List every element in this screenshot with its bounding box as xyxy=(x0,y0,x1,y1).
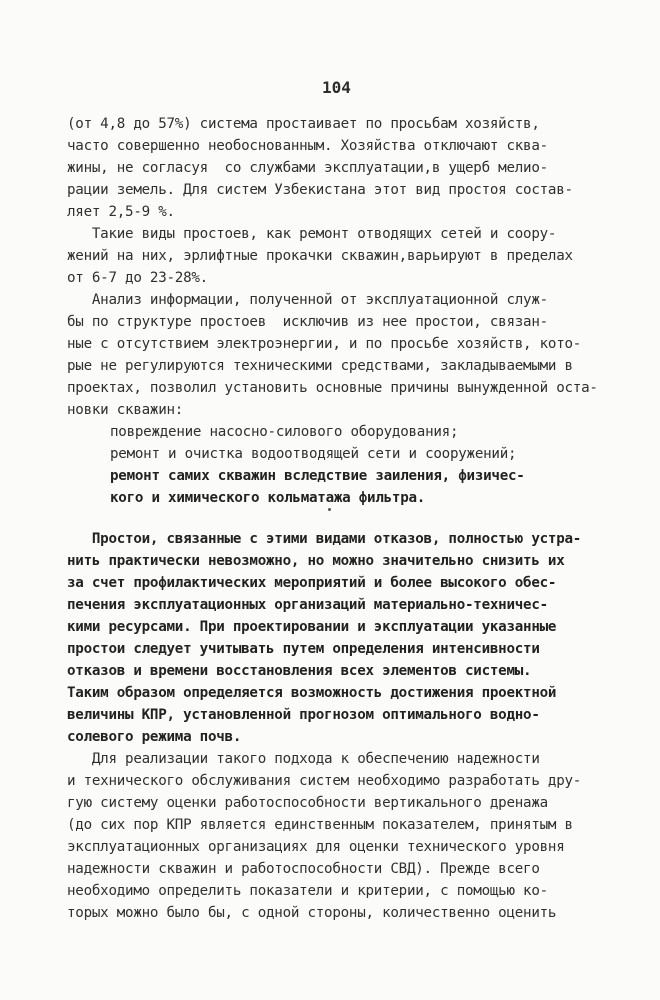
text-line: жины, не согласуя со службами эксплуатации,в ущерб мелио- xyxy=(67,160,548,176)
text-line: необходимо определить показатели и критерии, с помощью ко- xyxy=(67,883,548,899)
text-line: эксплуатационных организациях для оценки технического уровня xyxy=(67,839,565,855)
list-item: ремонт самих скважин вследствие заиления, физичес- xyxy=(110,468,525,484)
text-line: (до сих пор КПР является единственным показателем, принятым в xyxy=(67,817,573,833)
text-line: кими ресурсами. При проектировании и эксплуатации указанные xyxy=(67,619,557,635)
text-line: отказов и времени восстановления всех элементов системы. xyxy=(67,663,532,679)
text-line: часто совершенно необоснованным. Хозяйства отключают сква- xyxy=(67,138,548,154)
text-line: солевого режима почв. xyxy=(67,729,242,745)
text-line: проектах, позволил установить основные причины вынужденной оста- xyxy=(67,380,598,396)
text-line: рации земель. Для систем Узбекистана этот вид простоя состав- xyxy=(67,182,573,198)
stray-dot xyxy=(328,508,331,511)
text-line: простои следует учитывать путем определения интенсивности xyxy=(67,641,540,657)
text-line: жений на них, эрлифтные прокачки скважин,варьируют в пределах xyxy=(67,248,573,264)
text-line: ные с отсутствием электроэнергии, и по просьбе хозяйств, кото- xyxy=(67,336,582,352)
text-line: новки скважин: xyxy=(67,402,184,418)
list-item: повреждение насосно-силового оборудования; xyxy=(110,424,459,440)
text-line: печения эксплуатационных организаций материально-техничес- xyxy=(67,597,548,613)
list-item: кого и химического кольматажа фильтра. xyxy=(110,490,426,506)
text-line: надежности скважин и работоспособности СВД). Прежде всего xyxy=(67,861,540,877)
text-line: величины КПР, установленной прогнозом оптимального водно- xyxy=(67,707,540,723)
text-line: (от 4,8 до 57%) система простаивает по просьбам хозяйств, xyxy=(67,116,540,132)
text-line: от 6-7 до 23-28%. xyxy=(67,270,208,286)
text-line: Для реализации такого подхода к обеспечению надежности xyxy=(67,751,540,767)
text-line: за счет профилактических мероприятий и более высокого обес- xyxy=(67,575,557,591)
text-line: бы по структуре простоев исключив из нее простои, связан- xyxy=(67,314,548,330)
text-line: гую систему оценки работоспособности вертикального дренажа xyxy=(67,795,548,811)
text-line: Анализ информации, полученной от эксплуатационной служ- xyxy=(67,292,548,308)
text-line: Такие виды простоев, как ремонт отводящих сетей и соору- xyxy=(67,226,557,242)
text-line: ляет 2,5-9 %. xyxy=(67,204,175,220)
text-line: рые не регулируются техническими средствами, закладываемыми в xyxy=(67,358,573,374)
text-line: Таким образом определяется возможность достижения проектной xyxy=(67,685,557,701)
text-line: и технического обслуживания систем необходимо разработать дру- xyxy=(67,773,582,789)
text-line: торых можно было бы, с одной стороны, количественно оценить xyxy=(67,905,557,921)
list-item: ремонт и очистка водоотводящей сети и сооружений; xyxy=(110,446,517,462)
text-line: Простои, связанные с этими видами отказов, полностью устра- xyxy=(67,531,582,547)
page-number: 104 xyxy=(322,78,351,97)
text-line: нить практически невозможно, но можно значительно снизить их xyxy=(67,553,565,569)
